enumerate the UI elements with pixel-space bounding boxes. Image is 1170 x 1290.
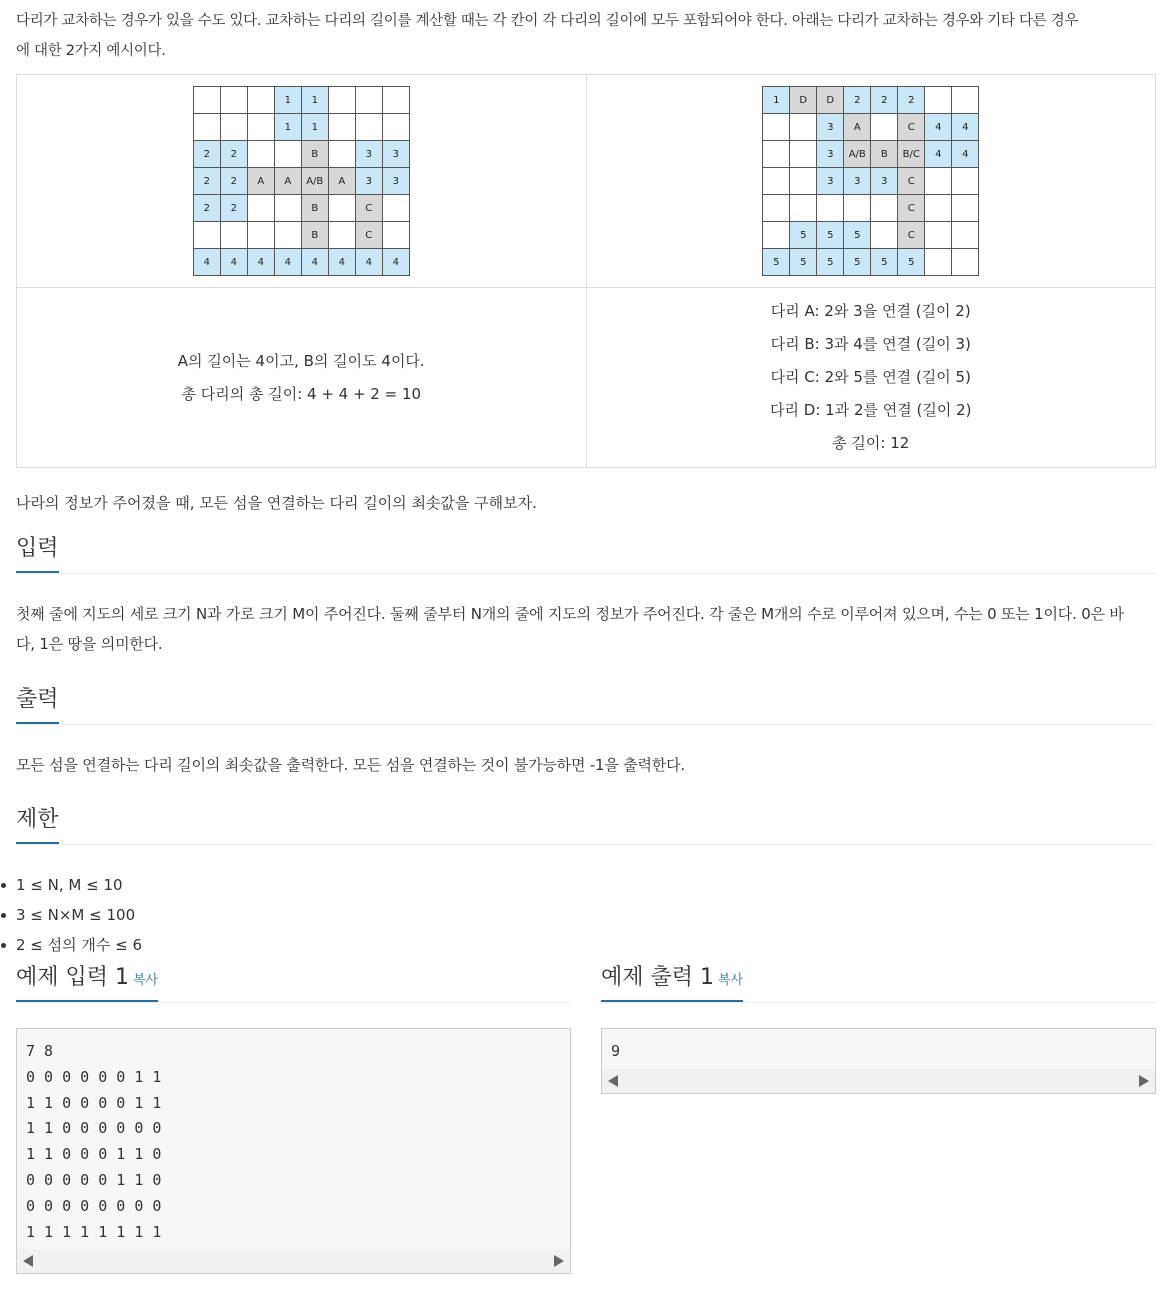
grid-cell <box>383 195 410 222</box>
grid-cell <box>763 222 790 249</box>
grid-cell: 2 <box>194 168 221 195</box>
grid-cell: C <box>356 195 383 222</box>
grid-cell <box>329 114 356 141</box>
grid-cell <box>194 114 221 141</box>
grid-cell: D <box>790 87 817 114</box>
grid-cell: 4 <box>329 249 356 276</box>
example-left-description <box>17 288 587 468</box>
intro-line-2: 에 대한 2가지 예시이다. <box>16 43 166 59</box>
grid-cell: 4 <box>356 249 383 276</box>
output-section-header <box>16 682 1156 725</box>
grid-cell <box>329 222 356 249</box>
code-line: 9 <box>611 1042 621 1060</box>
grid-cell: 1 <box>275 114 302 141</box>
grid-cell <box>844 195 871 222</box>
grid-cell: 2 <box>221 195 248 222</box>
example-right-grid-cell <box>586 75 1156 288</box>
example-left-desc-line: A의 길이는 4이고, B의 길이도 4이다. <box>177 351 425 370</box>
grid-cell: 3 <box>817 168 844 195</box>
grid-cell: 5 <box>844 222 871 249</box>
grid-cell <box>952 195 979 222</box>
grid-cell: 3 <box>844 168 871 195</box>
example-left-desc-line: 총 다리의 총 길이: 4 + 4 + 2 = 10 <box>181 384 422 403</box>
grid-cell <box>925 195 952 222</box>
grid-cell: 2 <box>194 141 221 168</box>
example-right-desc-line: 다리 B: 3과 4를 연결 (길이 3) <box>770 335 971 353</box>
grid-cell <box>763 141 790 168</box>
grid-cell: 4 <box>302 249 329 276</box>
code-line: 0 0 0 0 0 1 1 0 <box>26 1170 162 1189</box>
sample-output-code[interactable] <box>601 1028 1156 1094</box>
grid-cell: 5 <box>817 249 844 276</box>
grid-cell <box>221 222 248 249</box>
code-line: 1 1 0 0 0 0 1 1 <box>26 1093 162 1112</box>
sample-output-header <box>601 960 1156 1003</box>
grid-cell: 3 <box>356 141 383 168</box>
sample-output-title <box>601 960 743 1002</box>
grid-cell <box>221 87 248 114</box>
grid-cell <box>871 195 898 222</box>
grid-cell <box>925 87 952 114</box>
scroll-left-arrow-icon[interactable] <box>608 1075 618 1087</box>
limit-item: 2 ≤ 섬의 개수 ≤ 6 <box>16 930 1156 960</box>
grid-cell: 4 <box>925 114 952 141</box>
sample-input-title-text: 예제 입력 1 <box>16 965 129 990</box>
grid-cell: 2 <box>871 87 898 114</box>
grid-cell: 3 <box>871 168 898 195</box>
grid-cell <box>194 222 221 249</box>
grid-cell: B/C <box>898 141 925 168</box>
code-line: 1 1 1 1 1 1 1 1 <box>26 1222 162 1241</box>
grid-cell: 2 <box>844 87 871 114</box>
scroll-left-arrow-icon[interactable] <box>23 1255 33 1267</box>
code-line: 7 8 <box>26 1042 54 1060</box>
grid-cell: 1 <box>302 114 329 141</box>
sample-input-header <box>16 960 571 1003</box>
scroll-right-arrow-icon[interactable] <box>1139 1075 1149 1087</box>
example-right-desc-line: 총 길이: 12 <box>832 434 910 452</box>
examples-table <box>16 74 1156 468</box>
grid-cell: B <box>871 141 898 168</box>
grid-cell: 5 <box>871 249 898 276</box>
example-right-desc-line: 다리 C: 2와 5를 연결 (길이 5) <box>770 368 971 386</box>
grid-cell <box>329 141 356 168</box>
example-right-desc-line: 다리 A: 2와 3을 연결 (길이 2) <box>770 302 971 320</box>
grid-cell: C <box>898 195 925 222</box>
grid-cell <box>871 114 898 141</box>
grid-cell <box>248 87 275 114</box>
grid-cell: 3 <box>817 141 844 168</box>
limits-section-header <box>16 802 1156 845</box>
grid-cell: B <box>302 222 329 249</box>
grid-cell <box>248 114 275 141</box>
grid-cell <box>790 114 817 141</box>
grid-cell <box>275 195 302 222</box>
grid-cell <box>763 195 790 222</box>
grid-cell <box>248 141 275 168</box>
grid-cell: 4 <box>925 141 952 168</box>
grid-cell: C <box>898 114 925 141</box>
intro-line-1: 다리가 교차하는 경우가 있을 수도 있다. 교차하는 다리의 길이를 계산할 때는 각 칸이 각 다리의 길이에 모두 포함되어야 한다. 아래는 다리가 교차하는 경우와 기타 다른 경우 <box>16 13 1079 29</box>
grid-cell <box>871 222 898 249</box>
grid-cell: 2 <box>221 141 248 168</box>
grid-cell: 3 <box>383 141 410 168</box>
grid-cell <box>952 168 979 195</box>
grid-cell: 2 <box>194 195 221 222</box>
example-right-description <box>586 288 1156 468</box>
grid-cell: 1 <box>763 87 790 114</box>
grid-cell: 2 <box>898 87 925 114</box>
output-description: 모든 섬을 연결하는 다리 길이의 최솟값을 출력한다. 모든 섬을 연결하는 것이 불가능하면 -1을 출력한다. <box>16 756 685 774</box>
grid-cell <box>383 87 410 114</box>
grid-cell <box>248 195 275 222</box>
sample-input-code[interactable] <box>16 1028 571 1274</box>
problem-page <box>16 0 1156 1241</box>
grid-cell: A <box>248 168 275 195</box>
horizontal-scrollbar[interactable] <box>602 1069 1155 1093</box>
grid-cell: A/B <box>302 168 329 195</box>
grid-cell <box>248 222 275 249</box>
grid-cell: 3 <box>383 168 410 195</box>
grid-cell <box>952 249 979 276</box>
grid-cell: 4 <box>248 249 275 276</box>
grid-cell: 5 <box>790 222 817 249</box>
grid-cell <box>383 114 410 141</box>
grid-cell <box>275 222 302 249</box>
grid-cell: 4 <box>194 249 221 276</box>
example-right-grid <box>762 86 979 276</box>
input-description-line-2: 다, 1은 땅을 의미한다. <box>16 635 163 653</box>
grid-cell <box>356 114 383 141</box>
copy-output-button[interactable]: 복사 <box>718 973 744 988</box>
limits-section-title: 제한 <box>16 802 59 844</box>
grid-cell <box>329 195 356 222</box>
grid-cell <box>925 222 952 249</box>
grid-cell <box>790 195 817 222</box>
grid-cell <box>925 249 952 276</box>
horizontal-scrollbar[interactable] <box>17 1249 570 1273</box>
sample-output-panel <box>601 960 1156 1094</box>
grid-cell: C <box>898 222 925 249</box>
grid-cell: A <box>844 114 871 141</box>
grid-cell <box>329 87 356 114</box>
grid-cell: B <box>302 141 329 168</box>
grid-cell: 2 <box>221 168 248 195</box>
grid-cell: A/B <box>844 141 871 168</box>
grid-cell: A <box>329 168 356 195</box>
grid-cell: 4 <box>952 141 979 168</box>
intro-paragraph <box>16 6 1156 66</box>
limit-item: 1 ≤ N, M ≤ 10 <box>16 870 1156 900</box>
sample-input-title <box>16 960 158 1002</box>
grid-cell: 1 <box>275 87 302 114</box>
sample-output-title-text: 예제 출력 1 <box>601 965 714 990</box>
grid-cell <box>763 114 790 141</box>
samples-area <box>16 960 1156 1290</box>
input-section-title: 입력 <box>16 531 59 573</box>
grid-cell: 5 <box>844 249 871 276</box>
grid-cell: 5 <box>790 249 817 276</box>
grid-cell <box>194 87 221 114</box>
grid-cell: D <box>817 87 844 114</box>
grid-cell <box>925 168 952 195</box>
problem-question: 나라의 정보가 주어졌을 때, 모든 섬을 연결하는 다리 길이의 최솟값을 구해보자. <box>16 494 537 512</box>
sample-input-panel <box>16 960 571 1274</box>
grid-cell: C <box>356 222 383 249</box>
grid-cell: 4 <box>275 249 302 276</box>
input-section-header <box>16 531 1156 574</box>
grid-cell <box>952 87 979 114</box>
code-line: 0 0 0 0 0 0 1 1 <box>26 1067 162 1086</box>
grid-cell: 5 <box>898 249 925 276</box>
output-section-title: 출력 <box>16 682 59 724</box>
grid-cell <box>790 141 817 168</box>
grid-cell <box>952 222 979 249</box>
code-line: 1 1 0 0 0 0 0 0 <box>26 1119 162 1138</box>
grid-cell: C <box>898 168 925 195</box>
grid-cell: B <box>302 195 329 222</box>
grid-cell: 5 <box>763 249 790 276</box>
limits-list <box>16 870 1156 960</box>
grid-cell: 4 <box>383 249 410 276</box>
grid-cell <box>790 168 817 195</box>
grid-cell: 1 <box>302 87 329 114</box>
example-left-grid <box>193 86 410 276</box>
code-line: 0 0 0 0 0 0 0 0 <box>26 1196 162 1215</box>
example-left-grid-cell <box>17 75 587 288</box>
grid-cell <box>221 114 248 141</box>
grid-cell: 4 <box>952 114 979 141</box>
input-description-line-1: 첫째 줄에 지도의 세로 크기 N과 가로 크기 M이 주어진다. 둘째 줄부터 N개의 줄에 지도의 정보가 주어진다. 각 줄은 M개의 수로 이루어져 있으며, 수는 0 또는 1이다. 0은 바 <box>16 605 1124 623</box>
copy-input-button[interactable]: 복사 <box>133 973 159 988</box>
grid-cell <box>763 168 790 195</box>
grid-cell: 3 <box>817 114 844 141</box>
grid-cell <box>817 195 844 222</box>
grid-cell <box>383 222 410 249</box>
input-description <box>16 599 1156 659</box>
grid-cell: 4 <box>221 249 248 276</box>
grid-cell: A <box>275 168 302 195</box>
limit-item: 3 ≤ N×M ≤ 100 <box>16 900 1156 930</box>
grid-cell <box>356 87 383 114</box>
code-line: 1 1 0 0 0 1 1 0 <box>26 1145 162 1164</box>
example-right-desc-line: 다리 D: 1과 2를 연결 (길이 2) <box>770 401 972 419</box>
grid-cell <box>275 141 302 168</box>
grid-cell: 5 <box>817 222 844 249</box>
scroll-right-arrow-icon[interactable] <box>554 1255 564 1267</box>
grid-cell: 3 <box>356 168 383 195</box>
